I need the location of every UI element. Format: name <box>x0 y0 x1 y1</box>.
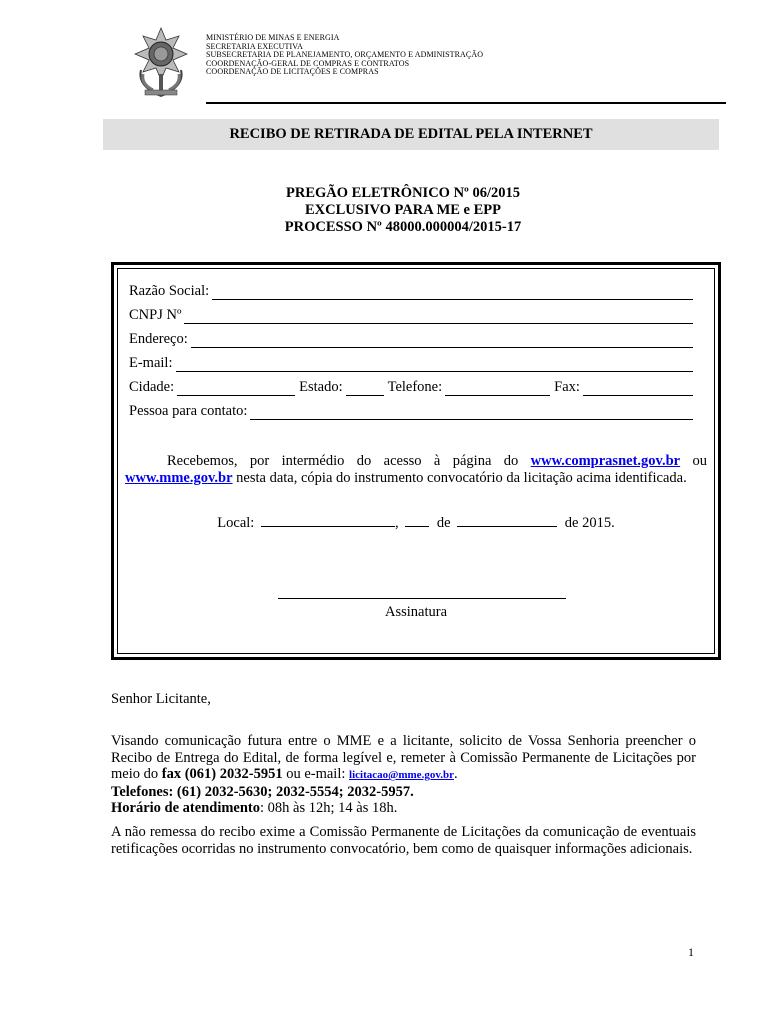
local-date-line[interactable]: Local: , de de 2015. <box>118 512 714 532</box>
cidade-blank[interactable] <box>177 381 295 396</box>
header-line: COORDENAÇÃO-GERAL DE COMPRAS E CONTRATOS <box>206 58 410 68</box>
email-blank[interactable] <box>176 357 694 372</box>
telefone-blank[interactable] <box>445 381 550 396</box>
pregao-heading <box>103 185 703 236</box>
local-label: Local: <box>217 515 255 531</box>
signature-label: Assinatura <box>384 604 447 620</box>
pessoa-contato-label: Pessoa para contato: <box>129 403 248 419</box>
pregao-exclusive: EXCLUSIVO PARA ME e EPP <box>305 202 501 218</box>
pessoa-contato-field[interactable] <box>129 402 693 420</box>
pessoa-contato-blank[interactable] <box>250 405 693 420</box>
fax-label: Fax: <box>554 379 580 395</box>
pregao-number: PREGÃO ELETRÔNICO Nº 06/2015 <box>286 185 520 201</box>
year-label: de 2015. <box>564 515 615 531</box>
fax-blank[interactable] <box>583 381 693 396</box>
razao-social-field[interactable] <box>129 282 693 300</box>
instructions-paragraph: Visando comunicação futura entre o MME e a licitante, solicito de Vossa Senhoria preencher o Recibo de Entrega do Edital, de forma legível e, remeter à Comissão Permanente de Licitações por meio do fax (061) 2032-5951 ou e-mail: licitacao@mme.gov.br. Telefones: (61) 2032-5630; 2032-5554; 2032-5957. Horário de atendimento: 08h às 12h; 14 às 18h. <box>111 733 696 817</box>
header-line: MINISTÉRIO DE MINAS E ENERGIA <box>206 33 340 42</box>
cnpj-label: CNPJ Nº <box>129 307 182 323</box>
receipt-form-inner <box>117 268 715 654</box>
email-field[interactable] <box>129 354 693 372</box>
header-divider <box>206 102 726 104</box>
title-banner <box>103 119 719 150</box>
fax-number: fax (061) 2032-5951 <box>161 766 283 783</box>
page-number: 1 <box>688 945 694 959</box>
cidade-label: Cidade: <box>129 379 175 395</box>
header-line: SUBSECRETARIA DE PLANEJAMENTO, ORÇAMENTO E ADMINISTRAÇÃO <box>206 50 484 60</box>
email-link[interactable]: licitacao@mme.gov.br <box>349 769 454 782</box>
day-blank[interactable] <box>405 512 429 527</box>
header-line: SECRETARIA EXECUTIVA <box>206 41 303 51</box>
telefone-label: Telefone: <box>387 379 443 395</box>
de-label: de <box>436 515 451 531</box>
institution-header <box>206 34 483 77</box>
razao-social-label: Razão Social: <box>129 283 210 299</box>
endereco-blank[interactable] <box>191 333 693 348</box>
disclaimer-paragraph: A não remessa do recibo exime a Comissão Permanente de Licitações da comunicação de eventuais retificações ocorridas no instrumento convocatório, bem como de quaisquer informações adicionais. <box>111 824 696 857</box>
salutation: Senhor Licitante, <box>111 691 211 707</box>
local-blank[interactable] <box>261 512 395 527</box>
month-blank[interactable] <box>457 512 557 527</box>
endereco-field[interactable] <box>129 330 693 348</box>
header-line: COORDENAÇÃO DE LICITAÇÕES E COMPRAS <box>206 67 379 77</box>
cidade-row[interactable] <box>129 378 693 396</box>
comprasnet-link[interactable]: www.comprasnet.gov.br <box>530 453 681 469</box>
telefones-line: Telefones: (61) 2032-5630; 2032-5554; 2032-5957. <box>111 783 414 800</box>
mme-link[interactable]: www.mme.gov.br <box>125 470 233 486</box>
coat-of-arms-icon <box>133 26 189 102</box>
document-title: RECIBO DE RETIRADA DE EDITAL PELA INTERNET <box>229 126 593 142</box>
email-label: E-mail: <box>129 355 173 371</box>
estado-label: Estado: <box>299 379 343 395</box>
signature-line[interactable] <box>278 598 566 599</box>
endereco-label: Endereço: <box>129 331 188 347</box>
process-number: PROCESSO Nº 48000.000004/2015-17 <box>284 219 522 235</box>
estado-blank[interactable] <box>346 381 384 396</box>
receipt-statement: Recebemos, por intermédio do acesso à página do www.comprasnet.gov.br ou www.mme.gov.br nesta data, cópia do instrumento convocatório da licitação acima identificada. <box>125 453 707 486</box>
receipt-form-box <box>111 262 721 660</box>
cnpj-blank[interactable] <box>184 309 693 324</box>
horario-line: Horário de atendimento: 08h às 12h; 14 às 18h. <box>111 800 398 817</box>
cnpj-field[interactable] <box>129 306 693 324</box>
razao-social-blank[interactable] <box>212 285 693 300</box>
